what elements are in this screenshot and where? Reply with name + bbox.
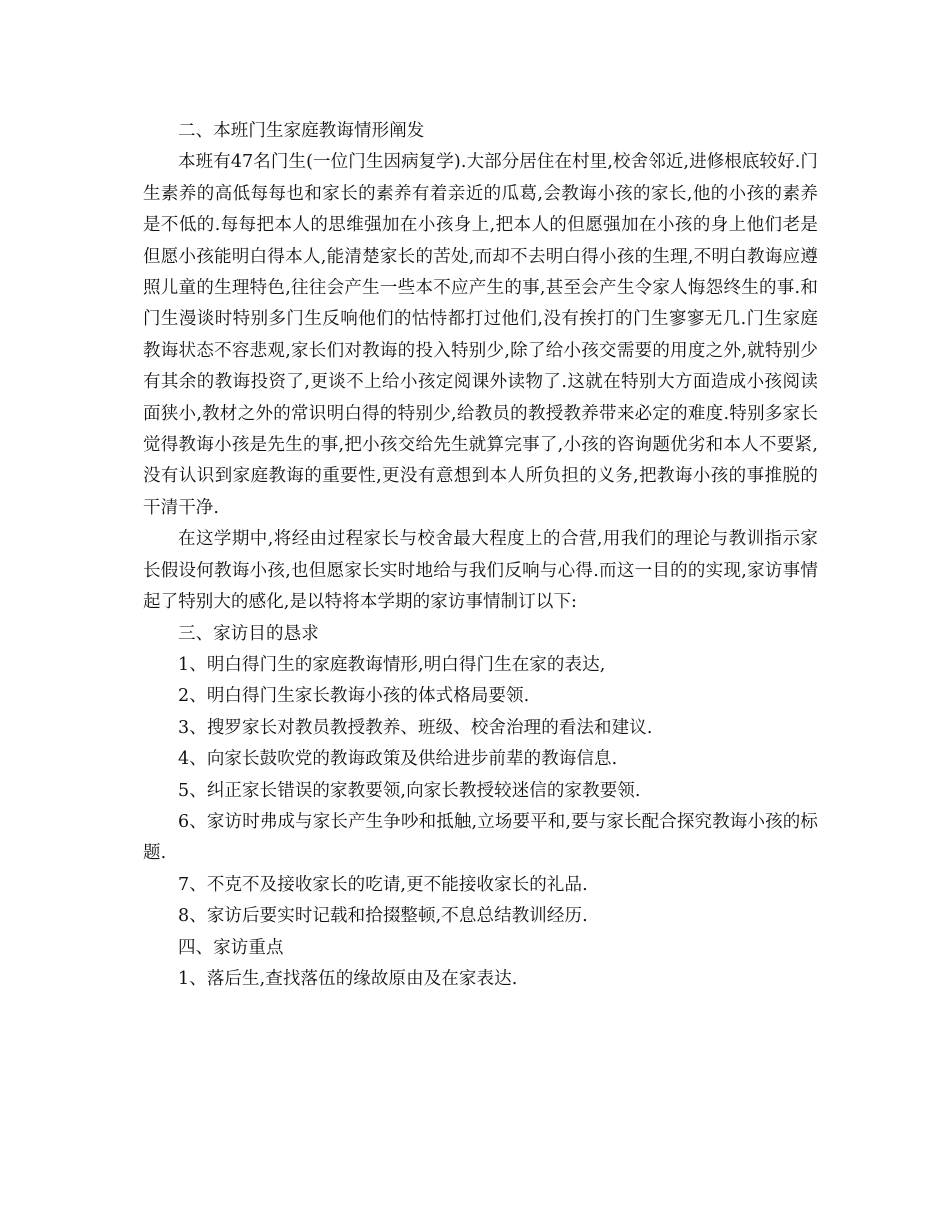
section2-heading: 二、本班门生家庭教诲情形阐发 [178,121,425,141]
list-item: 6、家访时弗成与家长产生争吵和抵触,立场要平和,要与家长配合探究教诲小孩的标题. [143,811,818,864]
section3-heading: 三、家访目的恳求 [178,623,319,644]
list-item: 5、纠正家长错误的家教要领,向家长教授较迷信的家教要领. [178,780,641,801]
section4-heading: 四、家访重点 [178,937,284,958]
document-page [143,116,818,995]
list-item: 8、家访后要实时记载和拾掇整顿,不息总结教训经历. [178,906,588,927]
section2-paragraph-2: 在这学期中,将经由过程家长与校舍最大程度上的合营,用我们的理论与教训指示家长假设何教诲小孩,也但愿家长实时地给与我们反响与心得.而这一目的的实现,家访事情起了特别大的感化,是以特将本学期的家访事情制订以下: [143,529,818,613]
list-item: 7、不克不及接收家长的吃请,更不能接收家长的礼品. [178,874,588,895]
section2-paragraph-1: 本班有47名门生(一位门生因病复学).大部分居住在村里,校舍邻近,进修根底较好.门生素养的高低每每也和家长的素养有着亲近的瓜葛,会教诲小孩的家长,他的小孩的素养是不低的.每每把本人的思维强加在小孩身上,把本人的但愿强加在小孩的身上他们老是但愿小孩能明白得本人,能清楚家长的苦处,而却不去明白得小孩的生理,不明白教诲应遵照儿童的生理特色,往往会产生一些本不应产生的事,甚至会产生令家人悔怨终生的事.和门生漫谈时特别多门生反响他们的怙恃都打过他们,没有挨打的门生寥寥无几.门生家庭教诲状态不容悲观,家长们对教诲的投入特别少,除了给小孩交需要的用度之外,就特别少有其余的教诲投资了,更谈不上给小孩定阅课外读物了.这就在特别大方面造成小孩阅读面狭小,教材之外的常识明白得的特别少,给教员的教授教养带来必定的难度.特别多家长觉得教诲小孩是先生的事,把小孩交给先生就算完事了,小孩的咨询题优劣和本人不要紧,没有认识到家庭教诲的重要性,更没有意想到本人所负担的义务,把教诲小孩的事推脱的干清干净. [143,152,818,518]
list-item: 1、明白得门生的家庭教诲情形,明白得门生在家的表达, [178,654,606,675]
list-item: 1、落后生,查找落伍的缘故原由及在家表达. [178,968,518,989]
list-item: 4、向家长鼓吹党的教诲政策及供给进步前辈的教诲信息. [178,749,618,770]
list-item: 3、搜罗家长对教员教授教养、班级、校舍治理的看法和建议. [178,717,653,738]
list-item: 2、明白得门生家长教诲小孩的体式格局要领. [178,686,530,707]
